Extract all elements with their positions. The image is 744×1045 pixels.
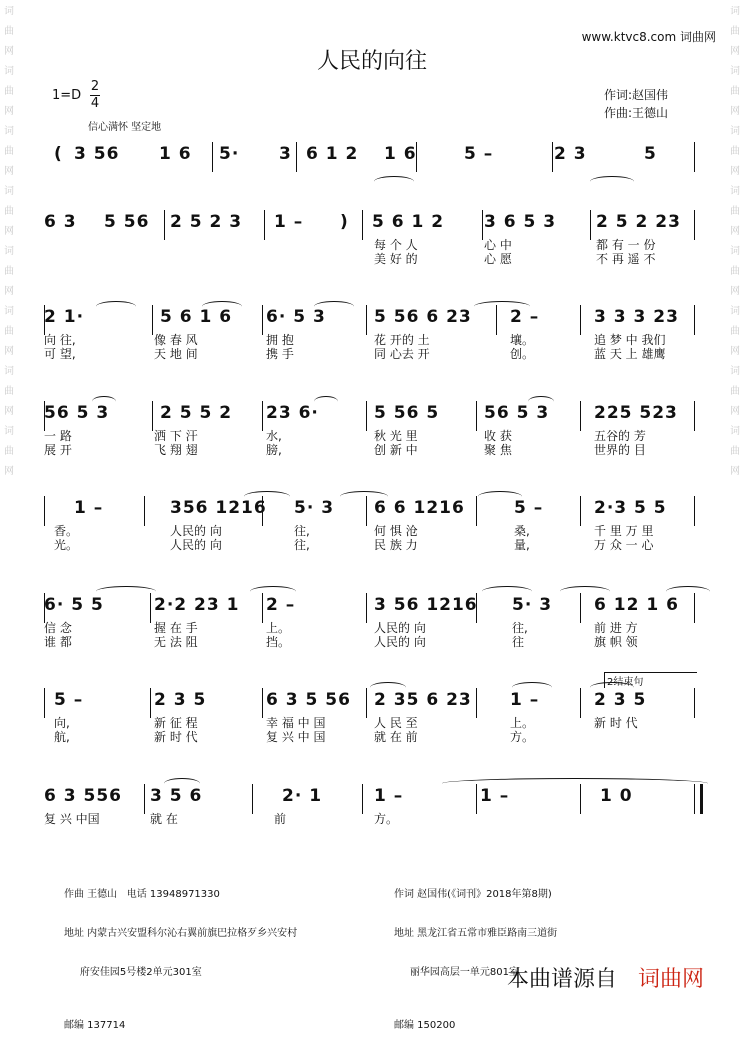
watermark-char: 网 (730, 46, 740, 57)
watermark-char: 曲 (4, 386, 14, 397)
lyric-syllable: 花 开的 土 (374, 333, 430, 347)
note-group: 2 3 5 (594, 690, 647, 710)
bar-line (580, 305, 581, 335)
footer-right-line2: 地址 黑龙江省五常市雅臣路南三道街 (394, 928, 558, 939)
bar-line (694, 688, 695, 718)
slur-mark (244, 491, 290, 502)
bar-line (694, 210, 695, 240)
watermark-char: 曲 (730, 446, 740, 457)
watermark-char: 曲 (730, 386, 740, 397)
lyric-syllable: 何 惧 沧 (374, 524, 418, 538)
bar-line (144, 496, 145, 526)
bar-line (262, 688, 263, 718)
note-group: 1 – (510, 690, 540, 710)
note-group: 5 56 5 (374, 403, 440, 423)
watermark-char: 曲 (730, 266, 740, 277)
watermark-char: 词 (730, 246, 740, 257)
lyric-syllable: 美 好 的 (374, 252, 418, 266)
bar-line (580, 401, 581, 431)
watermark-char: 网 (4, 406, 14, 417)
watermark-char: 网 (4, 166, 14, 177)
lyric-syllable: 携 手 (266, 347, 294, 361)
note-group: 2 3 5 (154, 690, 207, 710)
watermark-char: 曲 (4, 146, 14, 157)
bar-line (366, 593, 367, 623)
slur-mark (314, 396, 338, 407)
lyric-syllable: 一 路 (44, 429, 72, 443)
bar-line (44, 496, 45, 526)
slur-mark (202, 301, 242, 312)
lyric-syllable: 同 心去 开 (374, 347, 430, 361)
note-group: 6 6 1216 (374, 498, 465, 518)
lyric-syllable: 新 时 代 (594, 716, 638, 730)
watermark-char: 曲 (730, 206, 740, 217)
note-group: 6· 5 5 (44, 595, 104, 615)
bar-line (552, 142, 553, 172)
note-group: 2· 1 (282, 786, 323, 806)
watermark-char: 网 (4, 286, 14, 297)
watermark-char: 词 (4, 66, 14, 77)
lyric-syllable: 往 (512, 635, 525, 649)
lyric-syllable: 航, (54, 730, 70, 744)
watermark-char: 曲 (730, 146, 740, 157)
lyric-syllable: 水, (266, 429, 282, 443)
lyric-syllable: 万 众 一 心 (594, 538, 654, 552)
watermark-char: 网 (4, 346, 14, 357)
bar-line (264, 210, 265, 240)
footer-left (64, 862, 297, 1045)
watermark-char: 网 (4, 46, 14, 57)
watermark-char: 词 (730, 6, 740, 17)
note-group: 2 35 6 23 (374, 690, 472, 710)
watermark-char: 词 (730, 306, 740, 317)
footer-right-line1: 作词 赵国伟(《词刊》2018年第8期) (394, 889, 552, 900)
note-group: 2 5 2 23 (596, 212, 681, 232)
slur-mark (250, 586, 296, 597)
lyric-syllable: 香。 (54, 524, 79, 538)
note-group: 2 3 (554, 144, 587, 164)
bar-line (590, 210, 591, 240)
bar-line (262, 401, 263, 431)
lyric-syllable: 上。 (266, 621, 291, 635)
lyric-syllable: 光。 (54, 538, 79, 552)
note-group: 5 56 (104, 212, 150, 232)
bar-line (362, 784, 363, 814)
bar-line (152, 401, 153, 431)
lyric-syllable: 洒 下 汗 (154, 429, 198, 443)
lyric-syllable: 方。 (510, 730, 535, 744)
footer-right-line4: 邮编 150200 (394, 1020, 456, 1031)
note-group: 5 (644, 144, 657, 164)
ending-bracket: 2结束句 (604, 672, 697, 688)
slur-mark (478, 491, 522, 502)
lyric-syllable: 谁 都 (44, 635, 72, 649)
bar-line (152, 305, 153, 335)
lyric-syllable: 收 获 (484, 429, 512, 443)
watermark-char: 曲 (730, 86, 740, 97)
lyric-syllable: 握 在 手 (154, 621, 198, 635)
note-group: 3 5 6 (150, 786, 203, 806)
lyric-syllable: 新 征 程 (154, 716, 198, 730)
lyric-syllable: 都 有 一 份 (596, 238, 656, 252)
footer-left-line3: 府安佳园5号楼2单元301室 (64, 967, 202, 978)
watermark-char: 网 (730, 106, 740, 117)
watermark-char: 词 (4, 186, 14, 197)
lyric-syllable: 展 开 (44, 443, 72, 457)
key-signature: 1=D (52, 88, 82, 103)
lyric-syllable: 新 时 代 (154, 730, 198, 744)
bar-line (144, 784, 145, 814)
note-group: 5· (219, 144, 240, 164)
right-watermark-strip (726, 6, 744, 1023)
lyric-syllable: 就 在 (150, 812, 178, 826)
note-group: 6 3 556 (44, 786, 122, 806)
watermark-char: 词 (4, 306, 14, 317)
bar-line (366, 688, 367, 718)
bar-line (694, 142, 695, 172)
note-group: 2 1· (44, 307, 85, 327)
bar-line (44, 688, 45, 718)
lyric-syllable: 不 再 遥 不 (596, 252, 656, 266)
slur-mark (474, 301, 530, 312)
bar-line (476, 496, 477, 526)
brand-footer[interactable] (507, 962, 704, 993)
lyric-syllable: 聚 焦 (484, 443, 512, 457)
note-group: ) (340, 212, 349, 232)
watermark-char: 词 (4, 366, 14, 377)
lyric-syllable: 往, (512, 621, 528, 635)
watermark-char: 词 (4, 246, 14, 257)
slur-mark (314, 301, 354, 312)
lyric-syllable: 像 春 风 (154, 333, 198, 347)
footer-left-line4: 邮编 137714 (64, 1020, 126, 1031)
lyric-syllable: 幸 福 中 国 (266, 716, 326, 730)
lyric-syllable: 前 进 方 (594, 621, 638, 635)
note-group: 3 (279, 144, 292, 164)
note-group: 5 6 1 2 (372, 212, 445, 232)
lyricist-credit: 作词:赵国伟 (604, 88, 669, 102)
site-url[interactable]: www.ktvc8.com 词曲网 (581, 30, 716, 44)
bar-line (694, 593, 695, 623)
lyric-syllable: 人民的 向 (170, 538, 222, 552)
footer-right (394, 862, 557, 1045)
lyric-syllable: 挡。 (266, 635, 291, 649)
lyric-syllable: 壤。 (510, 333, 535, 347)
note-group: 6· 5 3 (266, 307, 326, 327)
watermark-char: 词 (4, 126, 14, 137)
watermark-char: 词 (730, 66, 740, 77)
watermark-char: 网 (730, 406, 740, 417)
note-group: 6 3 5 56 (266, 690, 351, 710)
lyric-syllable: 前 (274, 812, 287, 826)
slur-mark (96, 586, 156, 597)
lyric-syllable: 方。 (374, 812, 399, 826)
note-group: 5 – (514, 498, 544, 518)
note-group: 5 6 1 6 (160, 307, 233, 327)
lyric-syllable: 复 兴 中 国 (266, 730, 326, 744)
watermark-char: 词 (730, 186, 740, 197)
note-group: 225 523 (594, 403, 678, 423)
lyric-syllable: 向 往, (44, 333, 76, 347)
footer-left-line2: 地址 内蒙古兴安盟科尔沁右翼前旗巴拉格歹乡兴安村 (64, 928, 298, 939)
slur-mark (96, 301, 136, 312)
watermark-char: 词 (730, 126, 740, 137)
lyric-syllable: 创 新 中 (374, 443, 418, 457)
note-group: 23 6· (266, 403, 319, 423)
bar-line (366, 401, 367, 431)
slur-mark (370, 682, 406, 693)
lyric-syllable: 飞 翔 翅 (154, 443, 198, 457)
note-group: 5· 3 (512, 595, 553, 615)
bar-line (476, 401, 477, 431)
note-group: 1 – (274, 212, 304, 232)
lyric-syllable: 追 梦 中 我们 (594, 333, 666, 347)
slur-mark (666, 586, 710, 597)
note-group: 1 6 (384, 144, 417, 164)
lyric-syllable: 无 法 阻 (154, 635, 198, 649)
note-group: 1 – (374, 786, 404, 806)
slur-mark (340, 491, 388, 502)
lyric-syllable: 人 民 至 (374, 716, 418, 730)
note-group: 2 5 2 3 (170, 212, 243, 232)
note-group: 56 5 3 (44, 403, 110, 423)
slur-mark (560, 586, 610, 597)
bar-line (476, 688, 477, 718)
lyric-syllable: 拥 抱 (266, 333, 294, 347)
music-system (44, 144, 704, 174)
note-group: 6 1 2 (306, 144, 359, 164)
lyric-syllable: 千 里 万 里 (594, 524, 654, 538)
watermark-char: 网 (4, 106, 14, 117)
slur-mark (482, 586, 532, 597)
lyric-syllable: 蓝 天 上 雄鹰 (594, 347, 666, 361)
lyric-syllable: 桑, (514, 524, 530, 538)
note-group: 5 56 6 23 (374, 307, 472, 327)
watermark-char: 词 (730, 366, 740, 377)
lyric-syllable: 五谷的 芳 (594, 429, 646, 443)
watermark-char: 网 (4, 226, 14, 237)
bar-line (580, 688, 581, 718)
lyric-syllable: 信 念 (44, 621, 72, 635)
note-group: 3 56 1216 (374, 595, 478, 615)
note-group: ( (54, 144, 63, 164)
bar-line (362, 210, 363, 240)
slur-mark (528, 396, 554, 407)
note-group: 356 1216 (170, 498, 267, 518)
note-group: 5· 3 (294, 498, 335, 518)
bar-line (580, 496, 581, 526)
lyric-syllable: 复 兴 中国 (44, 812, 100, 826)
bar-line (694, 496, 695, 526)
footer-right-line3: 丽华园高层一单元801室 (394, 967, 519, 978)
note-group: 6 12 1 6 (594, 595, 679, 615)
watermark-char: 曲 (4, 86, 14, 97)
lyric-syllable: 秋 光 里 (374, 429, 418, 443)
bar-line (366, 305, 367, 335)
note-group: 5 – (54, 690, 84, 710)
watermark-char: 网 (730, 166, 740, 177)
tempo-marking: 信心满怀 坚定地 (88, 122, 162, 133)
lyric-syllable: 旗 帜 领 (594, 635, 638, 649)
bar-line (164, 210, 165, 240)
bar-line (252, 784, 253, 814)
note-group: 2 – (266, 595, 296, 615)
note-group: 56 5 3 (484, 403, 550, 423)
watermark-char: 曲 (4, 206, 14, 217)
watermark-char: 曲 (4, 446, 14, 457)
lyric-syllable: 往, (294, 524, 310, 538)
watermark-char: 曲 (4, 26, 14, 37)
lyric-syllable: 心 愿 (484, 252, 512, 266)
note-group: 1 – (74, 498, 104, 518)
lyric-syllable: 心 中 (484, 238, 512, 252)
footer-left-line1: 作曲 王德山 电话 13948971330 (64, 889, 220, 900)
lyric-syllable: 量, (514, 538, 530, 552)
watermark-char: 词 (730, 426, 740, 437)
lyric-syllable: 世界的 目 (594, 443, 646, 457)
slur-mark (590, 682, 634, 693)
brand-name: 词曲网 (637, 967, 704, 992)
slur-mark (374, 176, 414, 187)
bar-line (262, 593, 263, 623)
watermark-char: 曲 (730, 326, 740, 337)
note-group: 2·3 5 5 (594, 498, 667, 518)
meter-bottom: 4 (90, 96, 100, 111)
slur-mark (512, 682, 552, 693)
lyric-syllable: 就 在 前 (374, 730, 418, 744)
lyric-syllable: 民 族 力 (374, 538, 418, 552)
bar-line (694, 305, 695, 335)
brand-text: 本曲谱源自 (506, 967, 617, 992)
note-group: 5 – (464, 144, 494, 164)
watermark-char: 曲 (4, 326, 14, 337)
lyric-syllable: 人民的 向 (374, 635, 426, 649)
bar-line (482, 210, 483, 240)
watermark-char: 词 (4, 6, 14, 17)
bar-line (150, 593, 151, 623)
slur-mark (164, 778, 200, 789)
note-group: 3 6 5 3 (484, 212, 557, 232)
note-group: 3 56 (74, 144, 120, 164)
lyric-syllable: 创。 (510, 347, 535, 361)
note-group: 6 3 (44, 212, 77, 232)
lyric-syllable: 人民的 向 (374, 621, 426, 635)
watermark-char: 网 (730, 226, 740, 237)
lyric-syllable: 往, (294, 538, 310, 552)
bar-line (580, 593, 581, 623)
lyric-syllable: 人民的 向 (170, 524, 222, 538)
song-title: 人民的向往 (316, 49, 427, 74)
composer-credit: 作曲:王德山 (604, 106, 669, 120)
bar-line (694, 401, 695, 431)
slur-mark (92, 396, 116, 407)
bar-line (262, 305, 263, 335)
note-group: 3 3 3 23 (594, 307, 679, 327)
note-group: 1 0 (600, 786, 633, 806)
lyric-syllable: 可 望, (44, 347, 76, 361)
time-signature (90, 80, 100, 111)
bar-line (150, 688, 151, 718)
left-watermark-strip (0, 6, 18, 1023)
note-group: 2 – (510, 307, 540, 327)
lyric-syllable: 上。 (510, 716, 535, 730)
note-group: 2·2 23 1 (154, 595, 240, 615)
note-group: 1 – (480, 786, 510, 806)
slur-mark (590, 176, 634, 187)
meter-top: 2 (90, 79, 100, 94)
bar-line (296, 142, 297, 172)
watermark-char: 曲 (4, 266, 14, 277)
note-group: 2 5 5 2 (160, 403, 233, 423)
watermark-char: 网 (730, 466, 740, 477)
watermark-char: 网 (730, 286, 740, 297)
watermark-char: 曲 (730, 26, 740, 37)
lyric-syllable: 膀, (266, 443, 282, 457)
slur-mark (442, 778, 708, 789)
watermark-char: 网 (4, 466, 14, 477)
watermark-char: 词 (4, 426, 14, 437)
note-group: 1 6 (159, 144, 192, 164)
lyric-syllable: 天 地 间 (154, 347, 198, 361)
watermark-char: 网 (730, 346, 740, 357)
bar-line (212, 142, 213, 172)
lyric-syllable: 向, (54, 716, 70, 730)
lyric-syllable: 每 个 人 (374, 238, 418, 252)
